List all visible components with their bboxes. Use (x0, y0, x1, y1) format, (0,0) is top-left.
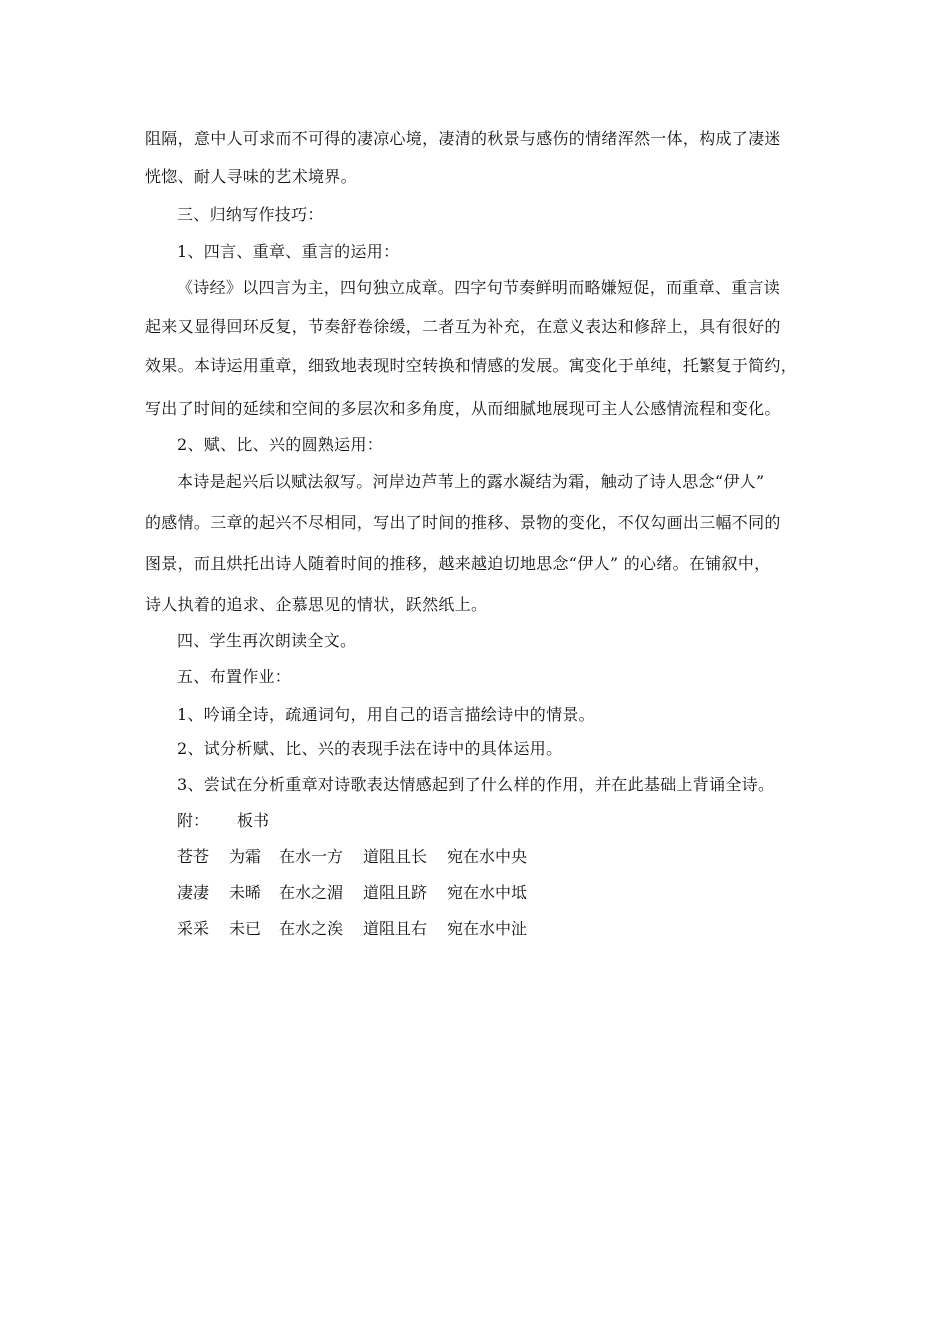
paragraph-line: 本诗是起兴后以赋法叙写。河岸边芦苇上的露水凝结为霜，触动了诗人思念“伊人” (177, 472, 765, 491)
section-heading: 五、布置作业： (177, 667, 292, 686)
board-cell: 宛在水中沚 (447, 919, 528, 938)
board-cell: 未晞 (229, 883, 262, 902)
paragraph-line: 阻隔，意中人可求而不可得的凄凉心境，凄清的秋景与感伤的情绪浑然一体，构成了凄迷 (145, 129, 781, 148)
appendix-label: 附： (177, 811, 210, 830)
paragraph-line: 效果。本诗运用重章，细致地表现时空转换和情感的发展。寓变化于单纯，托繁复于简约， (145, 356, 798, 375)
board-cell: 在水之湄 (279, 883, 344, 902)
paragraph-line: 《诗经》以四言为主，四句独立成章。四字句节奏鲜明而略嫌短促，而重章、重言读 (177, 278, 781, 297)
board-cell: 苍苍 (177, 847, 210, 866)
board-cell: 道阻且跻 (363, 883, 428, 902)
board-cell: 道阻且右 (363, 919, 428, 938)
board-row (177, 846, 547, 868)
paragraph-line: 起来又显得回环反复，节奏舒卷徐缓，二者互为补充，在意义表达和修辞上，具有很好的 (145, 317, 781, 336)
homework-item: 1、吟诵全诗，疏通词句，用自己的语言描绘诗中的情景。 (177, 705, 595, 724)
board-cell: 在水之涘 (279, 919, 344, 938)
board-cell: 采采 (177, 919, 210, 938)
section-heading: 三、归纳写作技巧： (177, 205, 324, 224)
homework-item: 2、试分析赋、比、兴的表现手法在诗中的具体运用。 (177, 739, 563, 758)
section-heading: 四、学生再次朗读全文。 (177, 631, 357, 650)
board-cell: 宛在水中坻 (447, 883, 528, 902)
paragraph-line: 诗人执着的追求、企慕思见的情状，跃然纸上。 (145, 595, 488, 614)
homework-item: 3、尝试在分析重章对诗歌表达情感起到了什么样的作用，并在此基础上背诵全诗。 (177, 775, 775, 794)
paragraph-line: 恍惚、耐人寻味的艺术境界。 (145, 167, 357, 186)
board-cell: 宛在水中央 (447, 847, 528, 866)
board-cell: 为霜 (229, 847, 262, 866)
board-cell: 凄凄 (177, 883, 210, 902)
subsection-heading: 1、四言、重章、重言的运用： (177, 242, 400, 261)
board-row (177, 882, 547, 904)
appendix-heading (177, 810, 269, 832)
subsection-heading: 2、赋、比、兴的圆熟运用： (177, 435, 384, 454)
paragraph-line: 写出了时间的延续和空间的多层次和多角度，从而细腻地展现可主人公感情流程和变化。 (145, 399, 781, 418)
appendix-title: 板书 (237, 811, 270, 830)
paragraph-line: 图景，而且烘托出诗人随着时间的推移，越来越迫切地思念“伊人” 的心绪。在铺叙中， (145, 554, 771, 573)
paragraph-line: 的感情。三章的起兴不尽相同，写出了时间的推移、景物的变化，不仅勾画出三幅不同的 (145, 513, 781, 532)
board-cell: 道阻且长 (363, 847, 428, 866)
board-cell: 未已 (229, 919, 262, 938)
board-row (177, 918, 547, 940)
board-cell: 在水一方 (279, 847, 344, 866)
